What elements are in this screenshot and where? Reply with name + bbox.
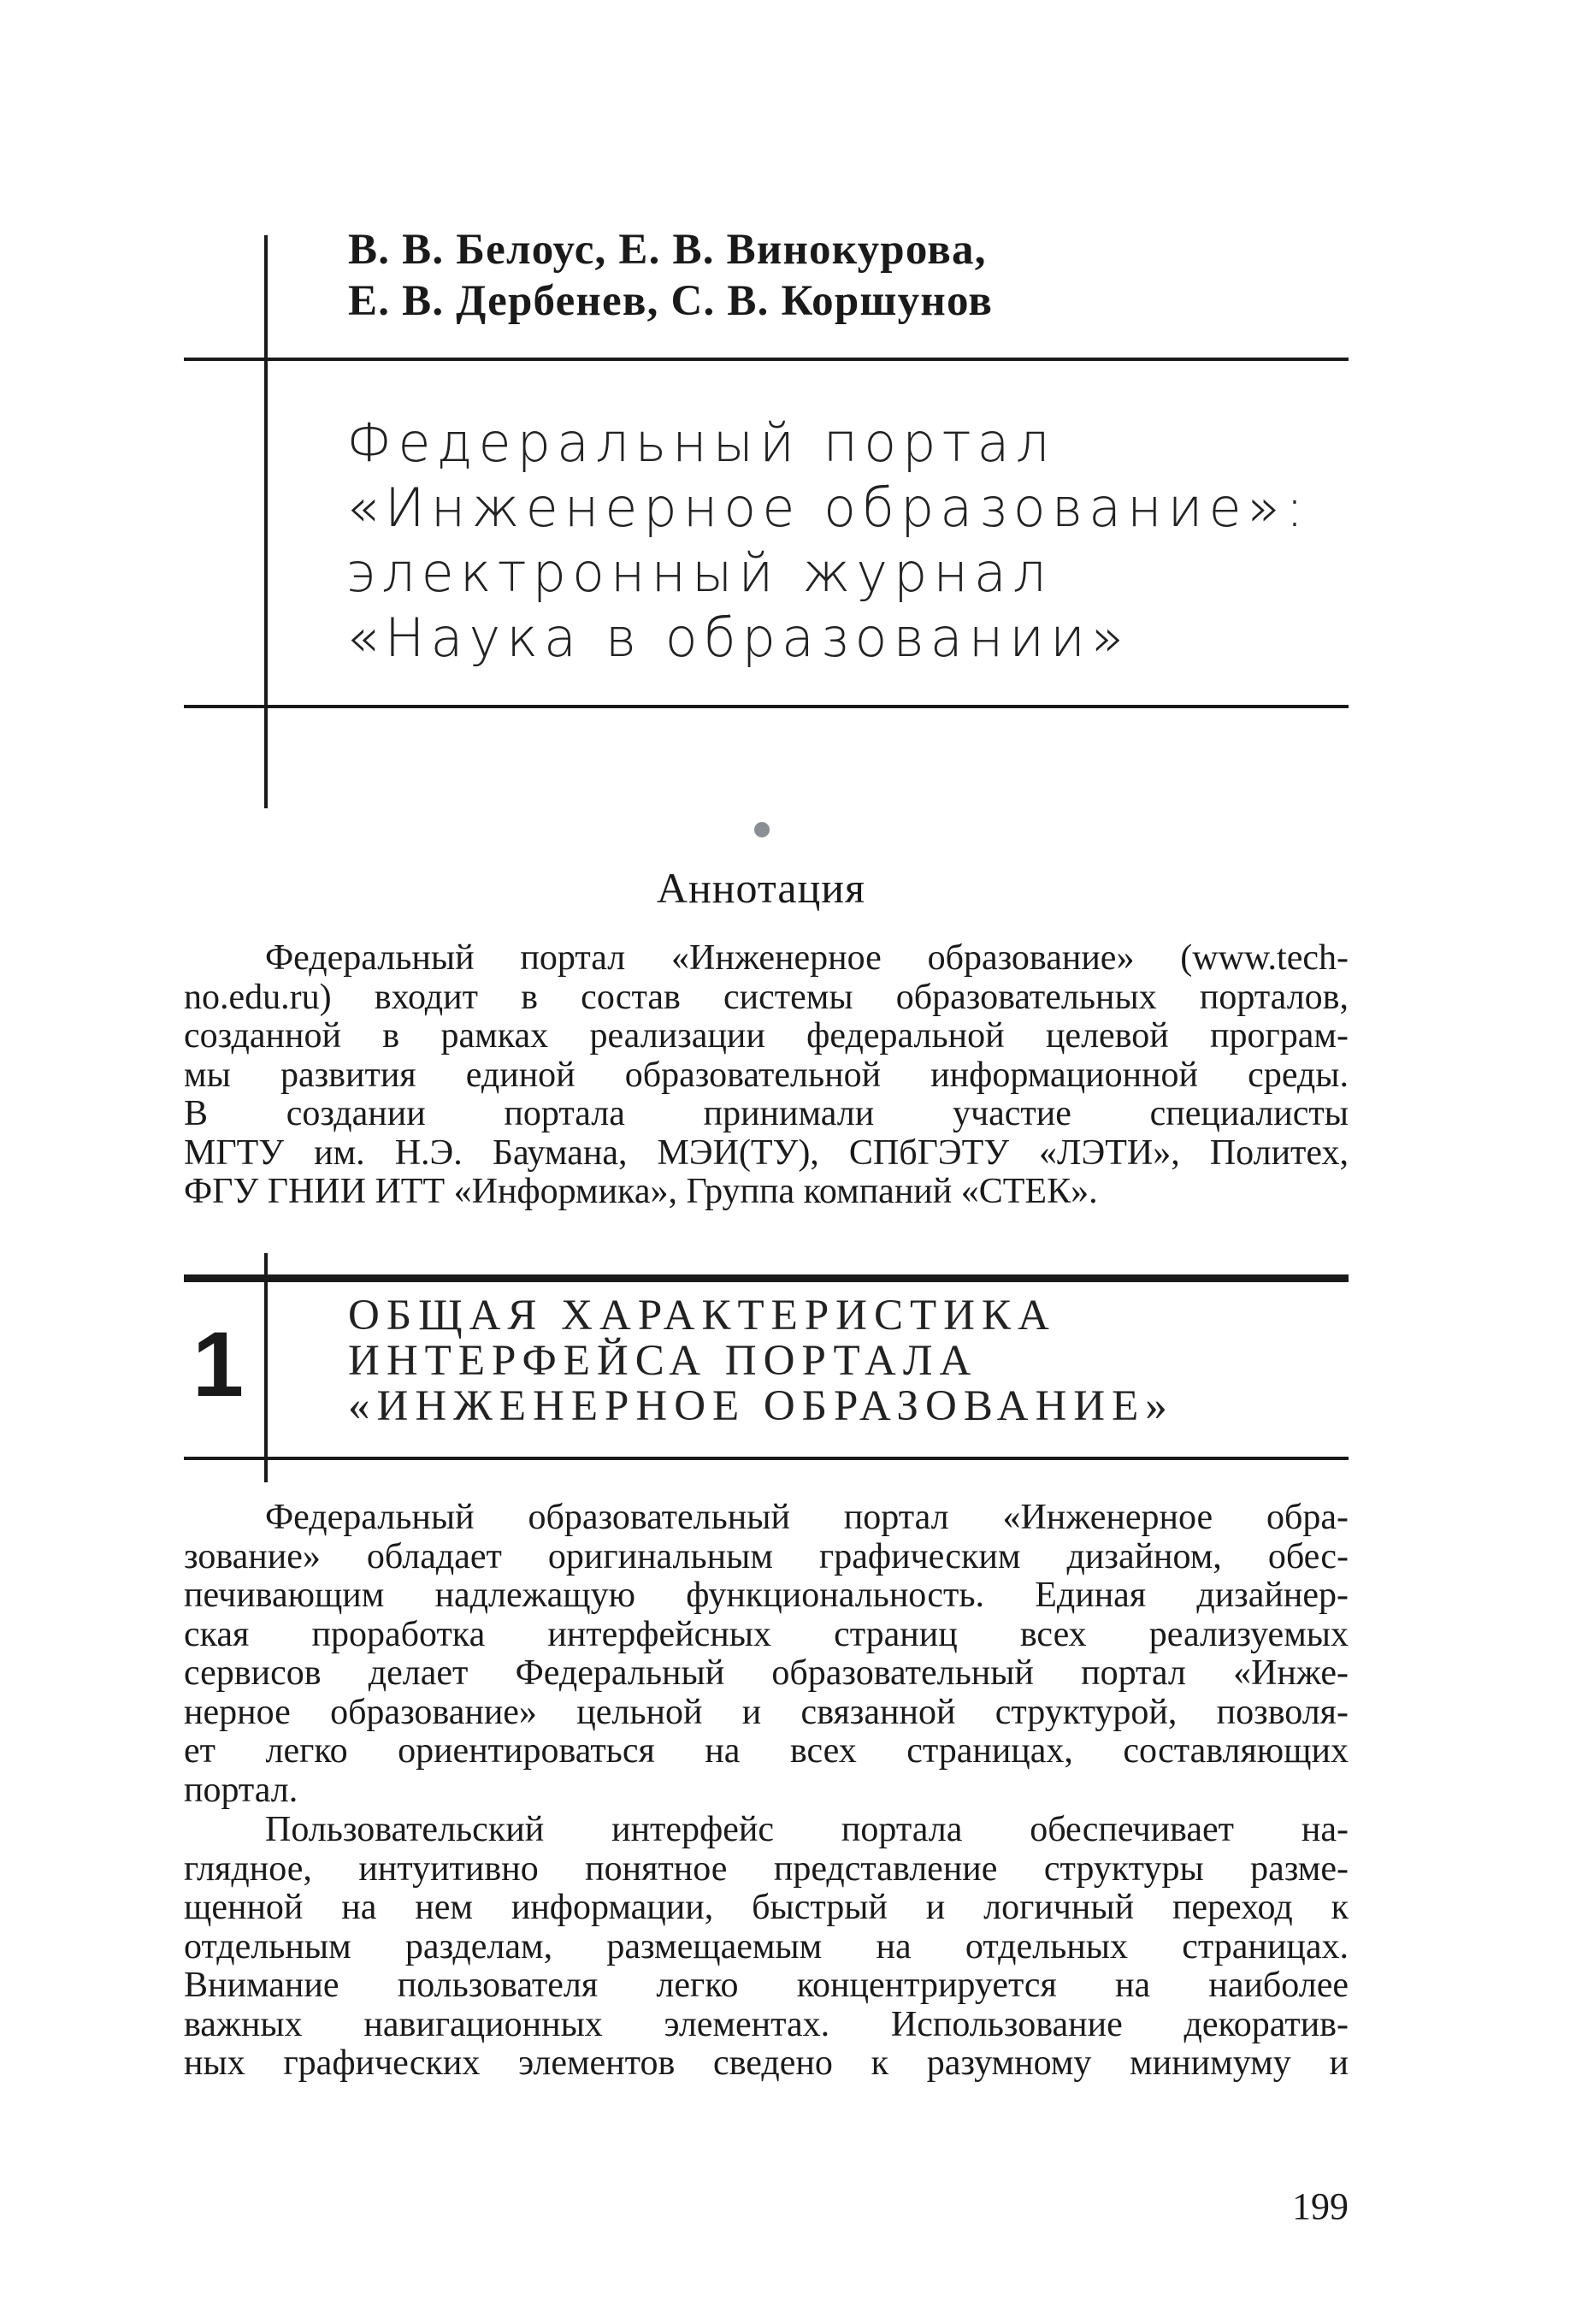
body-line: ных графических элементов сведено к разумному минимуму и — [184, 2043, 1349, 2083]
annotation-paragraph — [184, 939, 1349, 1212]
section-title-line-2: ИНТЕРФЕЙСА ПОРТАЛА — [348, 1337, 978, 1385]
body-line: печивающим надлежащую функциональность. Единая дизайнер- — [184, 1576, 1349, 1615]
annotation-line: МГТУ им. Н.Э. Баумана, МЭИ(ТУ), СПбГЭТУ «ЛЭТИ», Политех, — [184, 1132, 1349, 1173]
body-line: отдельным разделам, размещаемым на отдельных страницах. — [184, 1926, 1349, 1966]
body-paragraph-1 — [184, 1499, 1349, 1810]
article-title-line-4: «Наука в образовании» — [346, 606, 1130, 669]
body-line: глядное, интуитивно понятное представление структуры разме- — [184, 1848, 1349, 1889]
annotation-heading: Аннотация — [656, 864, 866, 912]
body-line: портал. — [184, 1770, 298, 1810]
annotation-line: мы развития единой образовательной информационной среды. — [184, 1055, 1349, 1095]
article-title — [346, 411, 1338, 671]
body-line: сервисов делает Федеральный образовательный портал «Инже- — [184, 1653, 1349, 1693]
horizontal-rule-under-authors — [184, 358, 1349, 361]
section-number: 1 — [192, 1312, 245, 1416]
section-title — [348, 1293, 1349, 1429]
bullet-dot-icon — [754, 822, 770, 837]
page-number: 199 — [1292, 2185, 1349, 2227]
article-title-line-2: «Инженерное образование»: — [346, 476, 1310, 539]
body-paragraph-2 — [184, 1811, 1349, 2084]
body-line: зование» обладает оригинальным графическим дизайном, обес- — [184, 1536, 1349, 1576]
annotation-line: Федеральный портал «Инженерное образование» (www.tech- — [265, 938, 1349, 978]
body-line: щенной на нем информации, быстрый и логичный переход к — [184, 1888, 1349, 1927]
body-line: нерное образование» цельной и связанной структурой, позволя- — [184, 1692, 1349, 1732]
annotation-line: no.edu.ru) входит в состав системы образовательных порталов, — [184, 977, 1349, 1017]
horizontal-rule-under-title — [184, 705, 1349, 708]
body-line: Федеральный образовательный портал «Инженерное обра- — [265, 1498, 1349, 1537]
article-title-line-3: электронный журнал — [346, 541, 1053, 604]
annotation-line: ФГУ ГНИИ ИТТ «Информика», Группа компаний «СТЕК». — [184, 1172, 1098, 1211]
section-title-line-1: ОБЩАЯ ХАРАКТЕРИСТИКА — [348, 1292, 1056, 1339]
authors-line-2: Е. В. Дербенев, С. В. Коршунов — [348, 277, 994, 325]
body-line: Внимание пользователя легко концентрируется на наиболее — [184, 1966, 1349, 2005]
body-line: ская проработка интерфейсных страниц всех реализуемых — [184, 1614, 1349, 1654]
vertical-rule-header — [264, 235, 268, 808]
vertical-rule-section — [264, 1253, 268, 1482]
body-line: Пользовательский интерфейс портала обеспечивает на- — [265, 1810, 1349, 1849]
horizontal-rule-section-bottom — [184, 1457, 1349, 1460]
authors — [348, 224, 1331, 327]
horizontal-rule-section-top — [184, 1274, 1349, 1282]
authors-line-1: В. В. Белоус, Е. В. Винокурова, — [348, 226, 987, 274]
article-title-line-1: Федеральный портал — [346, 411, 1056, 474]
annotation-line: созданной в рамках реализации федеральной целевой програм- — [184, 1016, 1349, 1056]
section-title-line-3: «ИНЖЕНЕРНОЕ ОБРАЗОВАНИЕ» — [348, 1382, 1174, 1430]
body-line: ет легко ориентироваться на всех страницах, составляющих — [184, 1731, 1349, 1771]
annotation-line: В создании портала принимали участие специалисты — [184, 1094, 1349, 1133]
body-line: важных навигационных элементах. Использование декоратив- — [184, 2004, 1349, 2044]
